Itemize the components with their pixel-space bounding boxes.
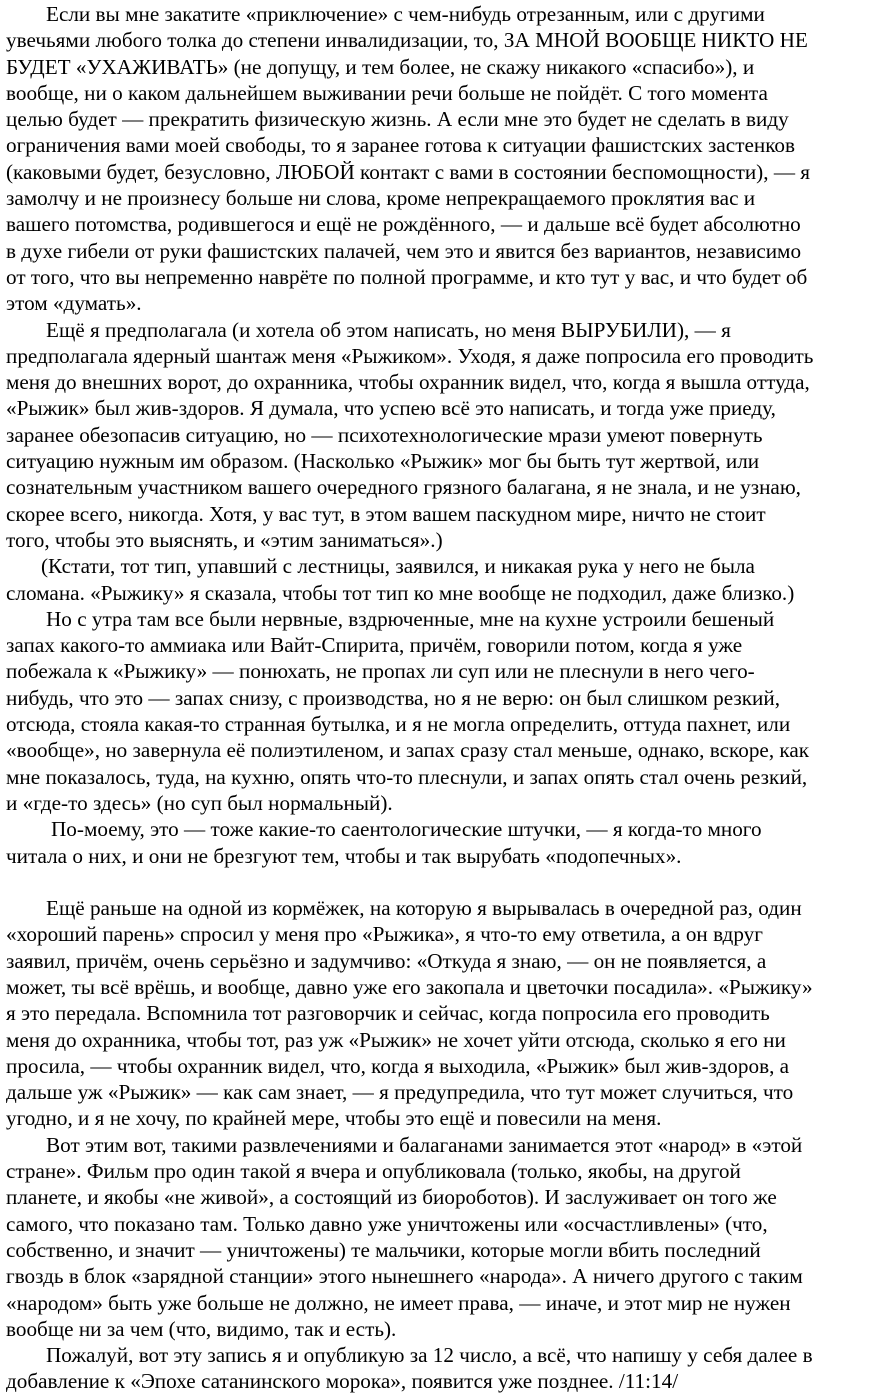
text-line: (Кстати, тот тип, упавший с лестницы, заявился, и никакая рука у него не была — [41, 554, 755, 579]
text-line: в духе гибели от руки фашистских палачей, чем это и явится без вариантов, независимо — [6, 238, 802, 263]
text-line: скорее всего, никогда. Хотя, у вас тут, в этом вашем паскудном мире, ничто не стоит — [6, 501, 766, 526]
document-body — [6, 1, 874, 1395]
text-line: ограничения вами моей свободы, то я заранее готова к ситуации фашистских застенков — [6, 133, 796, 158]
text-line: и «где-то здесь» (но суп был нормальный). — [6, 790, 393, 815]
text-line: просила, — чтобы охранник видел, что, когда я выходила, «Рыжик» был жив-здоров, а — [6, 1053, 790, 1078]
text-line: может, ты всё врёшь, и вообще, давно уже его закопала и цветочки посадила». «Рыжику» — [6, 974, 813, 999]
text-line: этом «думать». — [6, 291, 142, 316]
text-line: Ещё я предполагала (и хотела об этом написать, но меня ВЫРУБИЛИ), — я — [46, 317, 731, 342]
text-line: предполагала ядерный шантаж меня «Рыжиком». Уходя, я даже попросила его проводить — [6, 343, 814, 368]
text-line: «вообще», но завернула её полиэтиленом, и запах сразу стал меньше, однако, вскоре, как — [6, 738, 810, 763]
text-line: замолчу и не произнесу больше ни слова, кроме непрекращаемого проклятия вас и — [6, 186, 756, 211]
text-line: от того, что вы непременно наврёте по полной программе, и кто тут у вас, и что будет об — [6, 264, 808, 289]
paragraph — [6, 1132, 874, 1342]
text-line: заявил, причём, очень серьёзно и задумчиво: «Откуда я знаю, — он не появляется, а — [6, 948, 767, 973]
text-line: читала о них, и они не брезгуют тем, чтобы и так вырубать «подопечных». — [6, 843, 682, 868]
text-line: «народом» быть уже больше не должно, не имеет права, — иначе, и этот мир не нужен — [6, 1290, 791, 1315]
paragraph — [6, 1, 874, 317]
text-line: сломана. «Рыжику» я сказала, чтобы тот тип ко мне вообще не подходил, даже близко.) — [6, 580, 795, 605]
text-line: добавление к «Эпохе сатанинского морока», появится уже позднее. /11:14/ — [6, 1369, 679, 1394]
text-line: вашего потомства, родившегося и ещё не рождённого, — и дальше всё будет абсолютно — [6, 212, 801, 237]
text-line: запах какого-то аммиака или Вайт-Спирита, причём, говорили потом, когда я уже — [6, 633, 743, 658]
text-line: меня до охранника, чтобы тот, раз уж «Рыжик» не хочет уйти отсюда, сколько я его ни — [6, 1027, 786, 1052]
text-line: побежала к «Рыжику» — понюхать, не пропах ли суп или не плеснули в него чего- — [6, 659, 755, 684]
paragraph — [6, 895, 874, 1132]
text-line: вообще ни за чем (что, видимо, так и есть). — [6, 1316, 397, 1341]
text-line: По-моему, это — тоже какие-то саентологические штучки, — я когда-то много — [51, 817, 762, 842]
paragraph — [6, 816, 874, 869]
text-line: БУДЕТ «УХАЖИВАТЬ» (не допущу, и тем более, не скажу никакого «спасибо»), и — [6, 54, 755, 79]
text-line: увечьями любого толка до степени инвалидизации, то, ЗА МНОЙ ВООБЩЕ НИКТО НЕ — [6, 28, 808, 53]
text-line: «хороший парень» спросил у меня про «Рыжика», я что-то ему ответила, а он вдруг — [6, 922, 763, 947]
text-line: дальше уж «Рыжик» — как сам знает, — я предупредила, что тут может случиться, что — [6, 1080, 794, 1105]
text-line: вообще, ни о каком дальнейшем выживании речи больше не пойдёт. С того момента — [6, 80, 768, 105]
text-line: планете, и якобы «не живой», а состоящий из биороботов). И заслуживает он того же — [6, 1185, 777, 1210]
paragraph — [6, 606, 874, 816]
text-line: сознательным участником вашего очередного грязного балагана, я не знала, и не узнаю, — [6, 475, 801, 500]
text-line: мне показалось, туда, на кухню, опять что-то плеснули, и запах опять стал очень резкий, — [6, 764, 808, 789]
text-line: нибудь, что это — запах снизу, с производства, но я не верю: он был слишком резкий, — [6, 685, 781, 710]
text-line: Вот этим вот, такими развлечениями и балаганами занимается этот «народ» в «этой — [46, 1132, 803, 1157]
text-line: угодно, и я не хочу, по крайней мере, чтобы это ещё и повесили на меня. — [6, 1106, 662, 1131]
text-line: гвоздь в блок «зарядной станции» этого нынешнего «народа». А ничего другого с таким — [6, 1264, 803, 1289]
text-line: «Рыжик» был жив-здоров. Я думала, что успею всё это написать, и тогда уже приеду, — [6, 396, 776, 421]
text-line: я это передала. Вспомнила тот разговорчик и сейчас, когда попросила его проводить — [6, 1001, 770, 1026]
paragraph — [6, 1342, 874, 1395]
text-line: стране». Фильм про один такой я вчера и опубликовала (только, якобы, на другой — [6, 1159, 741, 1184]
paragraph — [6, 317, 874, 554]
text-line: Ещё раньше на одной из кормёжек, на которую я вырывалась в очередной раз, один — [46, 896, 802, 921]
text-line: целью будет — прекратить физическую жизнь. А если мне это будет не сделать в виду — [6, 107, 789, 132]
text-line: заранее обезопасив ситуацию, но — психотехнологические мрази умеют повернуть — [6, 422, 763, 447]
text-line: Но с утра там все были нервные, вздрюченные, мне на кухне устроили бешеный — [46, 606, 775, 631]
text-line: Пожалуй, вот эту запись я и опубликую за 12 число, а всё, что напишу у себя далее в — [46, 1343, 813, 1368]
paragraph — [6, 553, 874, 606]
text-line: самого, что показано там. Только давно уже уничтожены или «осчастливлены» (что, — [6, 1211, 768, 1236]
text-line: Если вы мне закатите «приключение» с чем-нибудь отрезанным, или с другими — [46, 2, 765, 26]
text-line: ситуацию нужным им образом. (Насколько «Рыжик» мог бы быть тут жертвой, или — [6, 449, 760, 474]
text-line: собственно, и значит — уничтожены) те мальчики, которые могли вбить последний — [6, 1237, 761, 1262]
text-line: (каковыми будет, безусловно, ЛЮБОЙ контакт с вами в состоянии беспомощности), — я — [6, 159, 811, 184]
paragraph-gap — [6, 869, 874, 895]
text-line: меня до внешних ворот, до охранника, чтобы охранник видел, что, когда я вышла оттуда, — [6, 370, 810, 395]
text-line: отсюда, стояла какая-то странная бутылка, и я не могла определить, оттуда пахнет, или — [6, 712, 791, 737]
text-line: того, чтобы это выяснять, и «этим заниматься».) — [6, 527, 443, 552]
